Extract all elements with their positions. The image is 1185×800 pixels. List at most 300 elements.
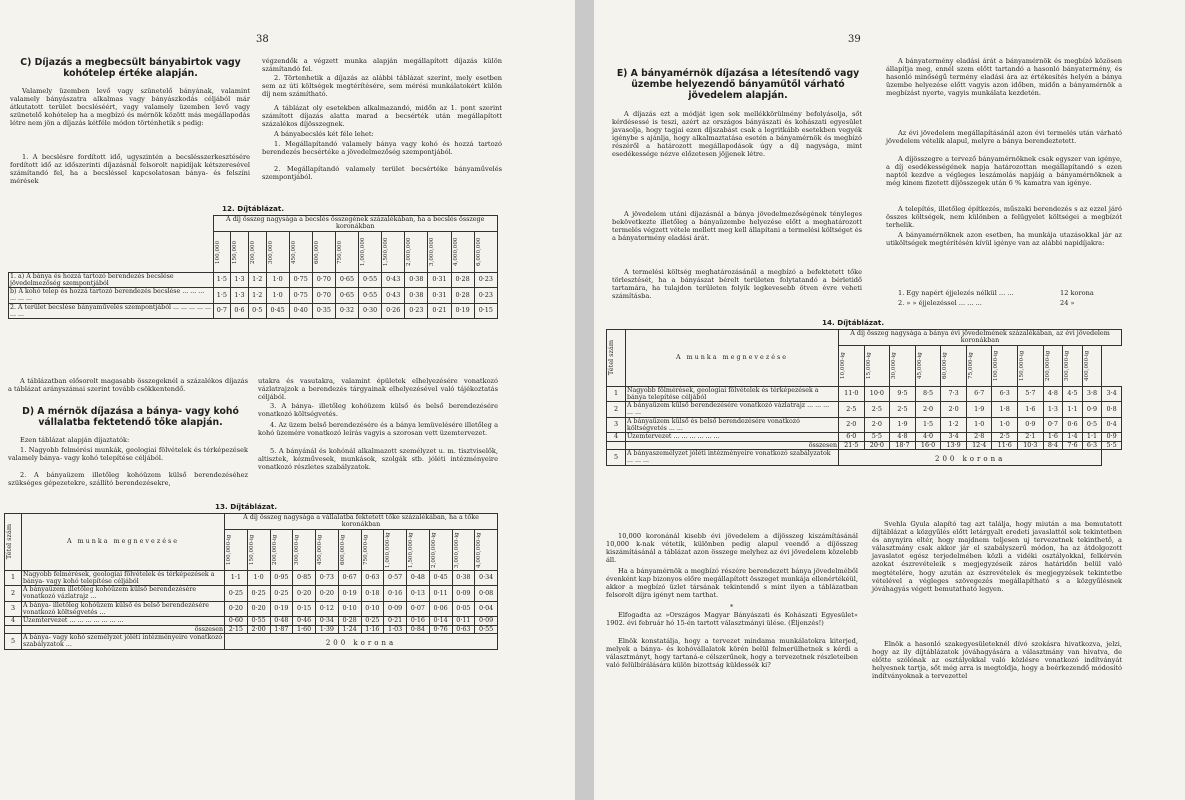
separator-asterisk: *: [730, 603, 734, 611]
daily-fee-label-2: 2. » » éjjelezéssel ... ... ...: [898, 299, 982, 307]
row-number: 2: [607, 402, 626, 418]
table-cell: 0·34: [316, 617, 339, 625]
table-cell: 0·9: [1102, 433, 1122, 441]
table-cell: 0·34: [475, 570, 498, 586]
column-header: [1063, 345, 1083, 386]
table-cell: 0·04: [475, 601, 498, 617]
table-cell: 0·23: [474, 288, 497, 304]
table-cell: 1·3: [231, 288, 249, 304]
table-cell: 0·6: [231, 303, 249, 319]
table-cell: 11·0: [839, 386, 865, 402]
column-header: [247, 529, 270, 570]
total-cell: 12·4: [966, 441, 992, 449]
table-cell: 0·28: [338, 617, 361, 625]
table-cell: 0·46: [293, 617, 316, 625]
table-cell: 1·9: [966, 402, 992, 418]
table-cell: 1·3: [1043, 402, 1063, 418]
row-number: 2: [5, 586, 22, 602]
total-cell: 2·00: [247, 625, 270, 633]
paragraph: 5. A bányánál és kohónál alkalmazott személyzet u. m. tisztviselők, altisztek, kézművesek, munkások, szolgák stb. jóléti intézményeire vonatkozó részletes szabályzatok.: [258, 447, 498, 472]
table-cell: 0·20: [316, 586, 339, 602]
table-cell: 0·25: [361, 617, 384, 625]
column-header-label: 100,000: [214, 240, 221, 264]
table-cell: 0·5: [1082, 417, 1102, 433]
total-cell: 2·15: [225, 625, 248, 633]
column-header: [992, 345, 1018, 386]
column-header: [405, 231, 428, 272]
table-cell: 0·48: [407, 570, 430, 586]
table-row: [607, 402, 1122, 418]
table-cell: 1·1: [1063, 402, 1083, 418]
column-header-label: 45,000-ig: [916, 352, 923, 380]
paragraph: Ezen táblázat alapján díjaztatók:: [20, 436, 130, 444]
total-cell: 18·7: [890, 441, 916, 449]
paragraph: A bányatermény eladási árát a bányamérnök és megbízó közösen állapítja meg, ennél szem előtt tartandó a hasonló bányatermény, és hasonló minőségű termény eladási ára az értékesítés helyén a bánya üzembe helyezése előtt vagyis azon időben, midőn a bányamérnök a megbízást nyerte, vagyis munkálata kezdetén.: [886, 57, 1122, 98]
paragraph: 4. Az üzem belső berendezésére és a bánya lemüvelésére illetőleg a kohó üzemére vonatkozó leírás vagyis a szorosan vett üzemtervezet.: [258, 421, 498, 438]
column-header-label: 200,000: [249, 240, 256, 264]
table-cell: 0·60: [225, 617, 248, 625]
table-cell: 0·18: [361, 586, 384, 602]
table-cell: 0·31: [428, 272, 451, 288]
table-cell: 0·32: [335, 303, 358, 319]
table-cell: 4·0: [915, 433, 941, 441]
table-cell: 0·38: [405, 288, 428, 304]
total-cell: 0·63: [452, 625, 475, 633]
table-cell: 0·28: [451, 272, 474, 288]
table-cell: 0·75: [289, 272, 312, 288]
paragraph: utakra és vasutakra, valamint épületek elhelyezésére vonatkozó vázlatrajzok a berendezés tárgyainak elhelyezésével való tájékoztatás céljából.: [258, 377, 498, 402]
table-header: A díj összeg nagysága a vállalatba fektetett tőke százalékában, ha a tőke koronákban: [225, 514, 498, 530]
table-cell: 0·45: [429, 570, 452, 586]
table-row: [9, 303, 498, 319]
column-header-label: 300,000-ig: [1064, 350, 1071, 381]
column-header-label: 30,000-ig: [891, 352, 898, 380]
column-header-label: 150,000: [232, 240, 239, 264]
column-header-label: 6,000,000: [475, 237, 482, 266]
table-cell: 0·25: [270, 586, 293, 602]
table-cell: 0·40: [289, 303, 312, 319]
row-number: 1: [5, 570, 22, 586]
column-header-label: 300,000-ig: [294, 534, 301, 565]
column-header-label: 1,000,000-ig: [385, 531, 392, 568]
total-cell: 1·24: [338, 625, 361, 633]
col-header-name: A munka megnevezése: [626, 330, 839, 387]
row-label: A bányaüzem külső berendezésére vonatkozó vázlatrajz ... ... ... ... ...: [626, 402, 839, 418]
row-number: 5: [5, 633, 22, 649]
table-12: [8, 215, 498, 319]
table-cell: 0·08: [475, 586, 498, 602]
paragraph: Elnök a hasonló szakegyesületeknél dívó szokásra hivatkozva, jelzi, hogy az ily díjtáblázatok jóváhagyására a választmány van hivatva, de előtte szólónak az osztályokkal való közlésre vonatkozó indítványát helyesnek tartja, sőt még arra is megtoldja, hogy a beérkezendő módosító indítványoknak a tervezettel: [872, 640, 1122, 681]
paragraph: 1. Megállapítandó valamely bánya vagy kohó és hozzá tartozó berendezés becsértéke a jövedelmezőség szempontjából.: [262, 140, 502, 157]
table-cell: 3·8: [1082, 386, 1102, 402]
table-cell: 0·43: [382, 272, 405, 288]
table-cell: 0·57: [384, 570, 407, 586]
table-cell: 0·65: [335, 272, 358, 288]
paragraph: A díjösszegre a tervező bányamérnöknek csak egyszer van igénye, a díj esedékességének napja határozottan megállapítandó s ezen naptól kezdve a végleges leszámolás napjáig a bányamérnöknek a még kinem fizetett díjösszegek után 6 % kamatra van igénye.: [886, 155, 1122, 188]
column-header: [839, 345, 865, 386]
column-header: [270, 529, 293, 570]
table-cell: 2·1: [1018, 433, 1044, 441]
column-header-label: 1,500,000: [383, 237, 390, 266]
total-cell: 13·9: [941, 441, 967, 449]
total-cell: 20·0: [864, 441, 890, 449]
table-cell: 2·0: [941, 402, 967, 418]
table-cell: 1·5: [213, 288, 231, 304]
column-header: [225, 529, 248, 570]
table-cell: 5·7: [1018, 386, 1044, 402]
table-cell: 0·20: [225, 601, 248, 617]
column-header-label: 75,000-ig: [967, 352, 974, 380]
daily-fee-label-1: 1. Egy napért éjjelezés nélkül ... ...: [898, 289, 1014, 297]
table-cell: 2·8: [966, 433, 992, 441]
table-cell: 0·15: [293, 601, 316, 617]
table-cell: 0·25: [247, 586, 270, 602]
heading-e: E) A bányamérnök díjazása a létesítendő vagy üzembe helyezendő bányaműtől várható jövedelem alapján.: [616, 68, 860, 101]
column-header-label: 1,000,000: [360, 237, 367, 266]
column-header-label: 150,000-ig: [1019, 350, 1026, 381]
column-header-label: 400,000-ig: [1083, 350, 1090, 381]
row-label: Üzemtervezet ... ... ... ... ... ...: [626, 433, 839, 441]
column-header: [312, 231, 335, 272]
row-number: 4: [607, 433, 626, 441]
column-header-label: 600,000-ig: [339, 534, 346, 565]
total-cell: 11·6: [992, 441, 1018, 449]
total-cell: 7·6: [1063, 441, 1083, 449]
column-header-label: 3,000,000-ig: [453, 531, 460, 568]
table-cell: 2·0: [839, 417, 865, 433]
row-number: 1: [607, 386, 626, 402]
total-cell: 1·39: [316, 625, 339, 633]
row-number: 3: [607, 417, 626, 433]
table-cell: 0·16: [384, 586, 407, 602]
table-cell: 1·8: [992, 402, 1018, 418]
total-row: [5, 625, 498, 633]
table-cell: 1·5: [213, 272, 231, 288]
column-header: [213, 231, 231, 272]
table-cell: 0·23: [405, 303, 428, 319]
column-header-label: 200,000-ig: [1044, 350, 1051, 381]
table-cell: 0·67: [338, 570, 361, 586]
total-cell: 6·3: [1082, 441, 1102, 449]
paragraph: Svehla Gyula alapító tag azt találja, hogy miután a ma bemutatott díjtáblázat a közgyűlés előtt letárgyalt eredeti javaslattól sok tekintetben és anynyira eltér, hogy majdnem teljesen uj tervezetnek tekinthető, a választmány csak akkor jár el szabályszerű módon, ha az átdolgozott javaslatot egész terjedelmében közli a vidéki osztályokkal, felkérvén azokat észrevételeik s megjegyzéseik záros határidőn belül való megtételére, hogy azután az észrevételek és megjegyzések tekintetbe vételével a végleges szövegezés megállapítható s a közgyűlésnek jóváhagyás végett bemutatható legyen.: [872, 520, 1122, 593]
empty-cell: [607, 441, 626, 449]
paragraph: 2. Megállapítandó valamely terület becsértéke bányaművelés szempontjából.: [262, 165, 502, 182]
column-header-label: 450,000: [290, 240, 297, 264]
table-cell: 8·5: [915, 386, 941, 402]
table-cell: 0·09: [475, 617, 498, 625]
table-13: [4, 513, 498, 650]
table-cell: 1·3: [231, 272, 249, 288]
row-label: Üzemtervezet ... ... ... ... ... ... ...: [22, 617, 225, 625]
paragraph: A táblázatban elősorolt magasabb összegeknél a százalékos díjazás a táblázat arányszámai szerint tovább csökkentendő.: [8, 377, 248, 394]
table-cell: 0·55: [247, 617, 270, 625]
paragraph: A bányamérnöknek azon esetben, ha munkája utazásokkal jár az utiköltségek megtérítésén kívül igénye van az alábbi napidíjakra:: [886, 231, 1122, 248]
paragraph: Elnök konstatálja, hogy a tervezet mindama munkálatokra kiterjed, melyek a bánya- és kohóvállalatok körén belül felmerülhetnek s kérdi a választmányt, hogy tartaná-e célszerűnek, hogy a tervezetnek részleteiben való felülbírálására külön bizottság küldessék ki?: [606, 637, 858, 670]
row-label: A bányaüzem illetőleg kohóüzem külső berendezésére vonatkozó vázlatrajz ...: [22, 586, 225, 602]
table-cell: 0·70: [312, 272, 335, 288]
column-header: [293, 529, 316, 570]
empty-cell: [5, 625, 22, 633]
total-label: összesen: [22, 625, 225, 633]
row-label: A bánya- vagy kohó személyzet jóléti intézményeire vonatkozó szabályzatok ...: [22, 633, 225, 649]
table-cell: 4·5: [1063, 386, 1083, 402]
column-header: [338, 529, 361, 570]
column-header: [475, 529, 498, 570]
table-cell: 1·6: [1018, 402, 1044, 418]
table-cell: 0·14: [429, 617, 452, 625]
total-cell: 1·03: [384, 625, 407, 633]
table-cell: 2·5: [864, 402, 890, 418]
table-cell: 10·0: [864, 386, 890, 402]
table-cell: 0·10: [361, 601, 384, 617]
table-cell: 0·85: [293, 570, 316, 586]
table-row: [5, 617, 498, 625]
column-header: [335, 231, 358, 272]
total-row: [607, 441, 1122, 449]
page-number: 39: [848, 34, 861, 45]
table-cell: 1·0: [266, 288, 289, 304]
column-header-label: 10,000-ig: [840, 352, 846, 380]
table-cell: 1·0: [992, 417, 1018, 433]
column-header: [361, 529, 384, 570]
table-cell: 0·26: [382, 303, 405, 319]
column-header: [429, 529, 452, 570]
row-label: A bányaüzem külső és belső berendezésére vonatkozó költségvetés ... ...: [626, 417, 839, 433]
table-cell: 1·0: [266, 272, 289, 288]
table-header: A díj összeg nagysága a bánya évi jövedelmének százalékában, az évi jövedelem koronákban: [839, 330, 1122, 346]
table-cell: 0·55: [359, 288, 382, 304]
column-header-label: 100,000-ig: [226, 534, 232, 565]
column-header: [966, 345, 992, 386]
table-cell: 0·5: [248, 303, 266, 319]
column-header-label: 100,000-ig: [993, 350, 1000, 381]
table-header: A díj összeg nagysága a becslés összegének százalékában, ha a becslés összege koronákban: [213, 216, 498, 232]
column-header: [941, 345, 967, 386]
table-cell: 6·3: [992, 386, 1018, 402]
table-cell: 1·0: [966, 417, 992, 433]
column-header-label: 200,000-ig: [271, 534, 278, 565]
column-header: [407, 529, 430, 570]
table-cell: 0·09: [384, 601, 407, 617]
table-cell: 0·21: [428, 303, 451, 319]
table-cell: 3·4: [941, 433, 967, 441]
paragraph: Valamely üzemben levő vagy szünetelő bányának, valamint valamely bányászatra alkalmas vagy bányászkodás céljából már átkutatott terület becsléséért, vagy valamely üzemben levő vagy szünetelő kohótelep ha a megbízó és mérnök között más megállapodás létre nem jön a díjazás kétféle módon történhetik s pedig:: [10, 87, 250, 128]
column-header-label: 2,000,000: [406, 237, 413, 266]
column-header-label: 60,000-ig: [942, 352, 949, 380]
column-header: [359, 231, 382, 272]
table-cell: 9·5: [890, 386, 916, 402]
column-header-label: 600,000: [313, 240, 320, 264]
table-cell: 0·28: [451, 288, 474, 304]
table-cell: 1·0: [247, 570, 270, 586]
table-cell: 0·6: [1063, 417, 1083, 433]
row-number: 5: [607, 449, 626, 465]
table-cell: 1·5: [915, 417, 941, 433]
table-row: [5, 570, 498, 586]
paragraph: 1. A becslésre fordított idő, ugyszintén a becslésszerkesztésére fordított idő az időszerinti díjazásnál felsorolt napidíjak kétszeresével számítandó fel, ha a becsléssel kapcsolatosan bánya- és felszíni mérések: [10, 153, 250, 186]
table-row: [607, 386, 1122, 402]
row-label: Nagyobb fölmérések, geologiai fölvételek és térképezések a bánya telepítése céljából: [626, 386, 839, 402]
column-header: [248, 231, 266, 272]
right-page: [594, 0, 1185, 800]
table-cell: 0·7: [213, 303, 231, 319]
paragraph: 3. A bánya- illetőleg kohóüzem külső és belső berendezésére vonatkozó költségvetés.: [258, 402, 498, 419]
column-header: [1082, 345, 1102, 386]
column-header-label: 750,000-ig: [362, 534, 369, 565]
table-cell: 2·0: [915, 402, 941, 418]
table-cell: 1·2: [941, 417, 967, 433]
table-caption: 12. Díjtáblázat.: [222, 204, 285, 213]
column-header-label: 750,000: [336, 240, 343, 264]
table-cell: 0·7: [1043, 417, 1063, 433]
column-header: [1043, 345, 1063, 386]
table-cell: 1·2: [248, 272, 266, 288]
table-cell: 0·48: [270, 617, 293, 625]
column-header: [231, 231, 249, 272]
paragraph: A termelési költség meghatározásánál a megbízó a befektetett tőke törlesztését, ha a bányászat bérelt területen folytatandó a bérletidő tartamára, ha tulajdon területen folyik legkevesebb ötven évre veheti számításba.: [612, 268, 862, 301]
paragraph: Az évi jövedelem megállapításánál azon évi termelés után várható jövedelem vételik alapul, melyre a bánya berendeztetett.: [886, 129, 1122, 146]
daily-fee-value-1: 12 korona: [1060, 289, 1094, 297]
table-cell: 6·7: [966, 386, 992, 402]
heading-d: D) A mérnök díjazása a bánya- vagy kohó vállalatba fektetendő tőke alapján.: [22, 406, 239, 428]
left-page: [0, 0, 575, 800]
column-header-label: 4,000,000: [452, 237, 459, 266]
table-cell: 0·31: [428, 288, 451, 304]
table-row: [5, 633, 498, 649]
table-cell: 0·13: [407, 586, 430, 602]
column-header-label: 450,000-ig: [317, 534, 323, 565]
table-cell: 0·20: [293, 586, 316, 602]
table-cell: 0·20: [247, 601, 270, 617]
column-header: [384, 529, 407, 570]
table-cell: 0·38: [452, 570, 475, 586]
column-header: [316, 529, 339, 570]
table-cell: 0·73: [316, 570, 339, 586]
table-cell: 0·75: [289, 288, 312, 304]
table-cell: 0·07: [407, 601, 430, 617]
column-header: [428, 231, 451, 272]
column-header-label: 15,000-ig: [865, 352, 872, 380]
table-cell: 0·12: [316, 601, 339, 617]
table-cell: 0·55: [359, 272, 382, 288]
table-row: [9, 272, 498, 288]
table-cell: 0·30: [359, 303, 382, 319]
table-cell: 1·1: [1082, 433, 1102, 441]
table-cell: 0·09: [452, 586, 475, 602]
table-cell: 0·19: [338, 586, 361, 602]
table-cell: 0·06: [429, 601, 452, 617]
table-cell: 0·9: [1082, 402, 1102, 418]
column-header: [474, 231, 497, 272]
table-cell: 4·8: [1043, 386, 1063, 402]
paragraph: A díjazás ezt a módját igen sok mellékkörülmény befolyásolja, sőt kérdésessé is teszi, azért az országos bányászati és kohászati egyesület javasolja, hogy tagjai ezen díjszabást csak a legritkább esetekben vegyék igénybe s ajánlja, hogy alkalmaztatása esetén a bányamérnök és megbízó részéről a határozott megállapodások úgy a díj nagysága, mint esedékessége nézve előzetesen jöjjenek létre.: [612, 110, 862, 159]
table-cell: 2·5: [992, 433, 1018, 441]
total-cell: 1·87: [270, 625, 293, 633]
table-cell: 1·1: [225, 570, 248, 586]
table-cell: 7·3: [941, 386, 967, 402]
total-cell: 0·76: [429, 625, 452, 633]
table-row: [5, 601, 498, 617]
paragraph: Ha a bányamérnök a megbízó részére berendezett bánya jövedelméből évenként kap bizonyos előre megállapított összeget munkája ellenértékéül, akkor a megbízó üzlet társának tekintendő s mint ilyen a táblázatban felsorolt díjra igényt nem tarthat.: [606, 567, 858, 600]
column-header-label: 1,500,000-ig: [408, 531, 414, 568]
column-header-label: 300,000: [267, 240, 274, 264]
paragraph: A jövedelem utáni díjazásnál a bánya jövedelmezőségének tényleges bekövetkezte illetőleg a bányaüzembe helyezése előtt a meghatározott termelés végzett vétele mellett meg kell állapítani a termelési költséget és a bányatermény eladási árát.: [612, 210, 862, 243]
table-row: [607, 433, 1122, 441]
flat-fee-cell: 200 korona: [839, 449, 1102, 465]
table-cell: 4·8: [890, 433, 916, 441]
table-cell: 0·95: [270, 570, 293, 586]
table-cell: 0·4: [1102, 417, 1122, 433]
flat-fee-cell: 200 korona: [225, 633, 498, 649]
paragraph: 1. Nagyobb felmérési munkák, geologiai fölvételek és térképezések valamely bánya- vagy kohó telepítése céljából.: [8, 446, 248, 463]
total-cell: 8·4: [1043, 441, 1063, 449]
table-cell: 0·11: [429, 586, 452, 602]
table-cell: 0·38: [405, 272, 428, 288]
paragraph: 2. Törtenhetik a díjazás az alábbi táblázat szerint, mely esetben sem az úti költségek megtérítésére, sem mérési munkálatokért külön díj nem számítható.: [262, 74, 502, 99]
column-header: [452, 529, 475, 570]
heading-c: C) Díjazás a megbecsült bányabirtok vagy kohótelep értéke alapján.: [20, 57, 241, 79]
row-label: 2. A terület becslése bányaművelés szempontjából ... ... ... ... ... ... ...: [10, 303, 212, 319]
paragraph: 10,000 koronánál kisebb évi jövedelem a díjösszeg kiszámításánál 10,000 k-nak vétetik, különben pedig alapul veendő a díjösszeg kiszámításánál a táblázat azon összege melyhez az évi jövedelem közelebb áll.: [606, 532, 858, 565]
column-header: [864, 345, 890, 386]
row-label: Nagyobb felmérések, geologiai fölvételek és térképezések a bánya- vagy kohó telepítése céljából: [22, 570, 225, 586]
table-cell: 0·9: [1018, 417, 1044, 433]
paragraph: A telepítés, illetőleg építkezés, műszaki berendezés s az ezzel járó összes költségek, nem különben a felügyelet költségei a megbízót terhelik.: [886, 205, 1122, 230]
table-cell: 0·70: [312, 288, 335, 304]
total-label: összesen: [626, 441, 839, 449]
column-header-label: 3,000,000: [429, 237, 436, 266]
total-cell: 16·0: [915, 441, 941, 449]
table-cell: 0·05: [452, 601, 475, 617]
table-row: [607, 449, 1122, 465]
row-label: 1. a) A bánya és hozzá tartozó berendezés becslése jövedelmezőség szempontjából: [9, 272, 214, 288]
total-cell: 0·55: [475, 625, 498, 633]
col-header-tetel: Tétel szám: [607, 340, 615, 376]
paragraph: Elfogadta az »Országos Magyar Bányászati és Kohászati Egyesület« 1902. évi február hó 15-én tartott választmányi ülése. (Éljenzés!): [606, 611, 858, 628]
total-cell: 1·16: [361, 625, 384, 633]
daily-fee-value-2: 24 »: [1060, 299, 1075, 307]
column-header: [266, 231, 289, 272]
table-cell: 0·19: [451, 303, 474, 319]
table-cell: 6·0: [839, 433, 865, 441]
table-cell: 0·63: [361, 570, 384, 586]
column-header: [915, 345, 941, 386]
total-cell: 5·5: [1102, 441, 1122, 449]
table-cell: 0·45: [266, 303, 289, 319]
column-header: [890, 345, 916, 386]
paragraph: végzendők a végzett munka alapján megállapított díjazás külön számítandó fel.: [262, 57, 502, 74]
row-number: 3: [5, 601, 22, 617]
total-cell: 10·3: [1018, 441, 1044, 449]
table-cell: 5·5: [864, 433, 890, 441]
table-row: [9, 288, 498, 304]
table-cell: 3·4: [1102, 386, 1122, 402]
table-cell: 0·16: [407, 617, 430, 625]
paragraph: A táblázat oly esetekben alkalmazandó, midőn az 1. pont szerint számított díjazás alatta marad a becsérték után megállapított százalékos díjösszegnek.: [262, 104, 502, 129]
total-cell: 0·84: [407, 625, 430, 633]
table-cell: 0·23: [474, 272, 497, 288]
table-cell: 1·2: [248, 288, 266, 304]
table-cell: 0·25: [225, 586, 248, 602]
total-cell: 1·60: [293, 625, 316, 633]
paragraph: A bányabecslés két féle lehet:: [274, 130, 374, 138]
col-header-name: A munka megnevezése: [22, 514, 225, 571]
column-header: [289, 231, 312, 272]
column-header: [1018, 345, 1044, 386]
page-number: 38: [256, 34, 269, 45]
table-caption: 13. Díjtáblázat.: [215, 502, 278, 511]
table-row: [5, 586, 498, 602]
